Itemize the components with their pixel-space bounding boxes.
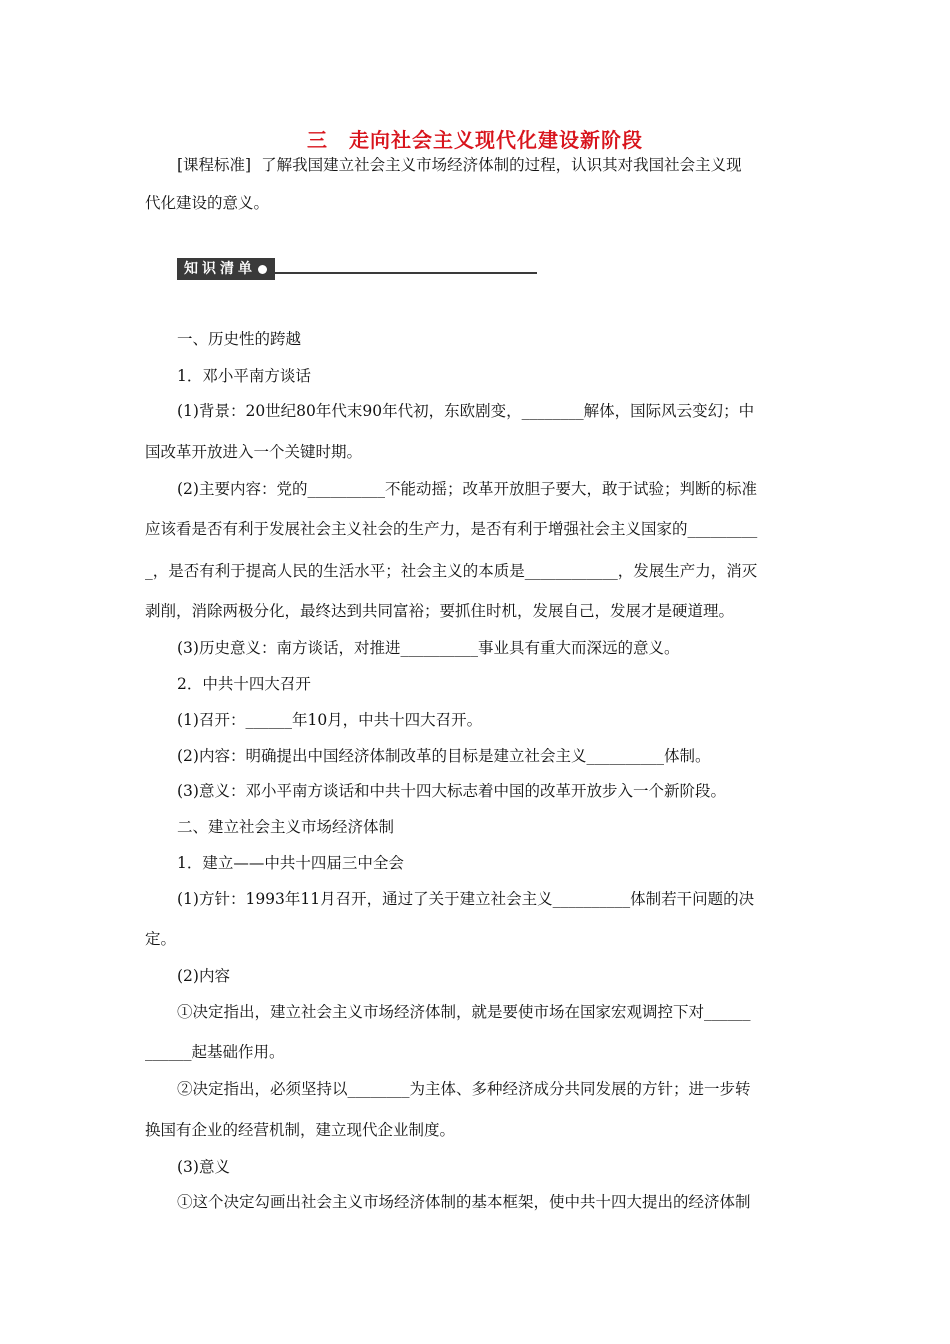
paragraph-line: (3)意义：邓小平南方谈话和中共十四大标志着中国的改革开放步入一个新阶段。	[177, 782, 726, 800]
subheading-14th-congress: 2．中共十四大召开	[177, 675, 311, 693]
heading-historic-leap: 一、历史性的跨越	[177, 330, 302, 348]
paragraph-line: (3)历史意义：南方谈话，对推进__________事业具有重大而深远的意义。	[177, 639, 680, 657]
paragraph-line: 定。	[145, 930, 177, 948]
paragraph-line: ①这个决定勾画出社会主义市场经济体制的基本框架，使中共十四大提出的经济体制	[177, 1193, 751, 1211]
paragraph-line: 应该看是否有利于发展社会主义社会的生产力，是否有利于增强社会主义国家的_________	[145, 520, 758, 538]
paragraph-line: (2)内容：明确提出中国经济体制改革的目标是建立社会主义__________体制。	[177, 747, 711, 765]
paragraph-line: (3)意义	[177, 1158, 230, 1176]
banner-label-box	[177, 258, 275, 280]
paragraph-line: (1)召开：______年10月，中共十四大召开。	[177, 711, 483, 729]
knowledge-list-banner	[177, 258, 537, 280]
paragraph-line: _，是否有利于提高人民的生活水平；社会主义的本质是____________，发展生产力，消灭	[145, 562, 758, 580]
banner-rule	[275, 272, 537, 274]
paragraph-line: ②决定指出，必须坚持以________为主体、多种经济成分共同发展的方针；进一步转	[177, 1080, 751, 1098]
paragraph-line: ①决定指出，建立社会主义市场经济体制，就是要使市场在国家宏观调控下对______	[177, 1003, 751, 1021]
paragraph-line: 国改革开放进入一个关键时期。	[145, 443, 363, 461]
paragraph-line: (1)背景：20世纪80年代末90年代初，东欧剧变，________解体，国际风云变幻；中	[177, 402, 755, 420]
course-standard-line-1	[177, 154, 810, 176]
page-title: 三 走向社会主义现代化建设新阶段	[307, 128, 643, 152]
paragraph-line: (2)内容	[177, 967, 230, 985]
course-standard-line-2: 代化建设的意义。	[145, 194, 270, 212]
subheading-south-talk: 1．邓小平南方谈话	[177, 367, 311, 385]
paragraph-line: ______起基础作用。	[145, 1043, 285, 1061]
paragraph-line: (1)方针：1993年11月召开，通过了关于建立社会主义__________体制若干问题的决	[177, 890, 755, 908]
banner-label: 知识清单	[184, 261, 256, 277]
heading-market-economy: 二、建立社会主义市场经济体制	[177, 818, 395, 836]
subheading-third-plenum: 1．建立——中共十四届三中全会	[177, 854, 404, 872]
paragraph-line: (2)主要内容：党的__________不能动摇；改革开放胆子要大，敢于试验；判断的标准	[177, 480, 757, 498]
paragraph-line: 剥削，消除两极分化，最终达到共同富裕；要抓住时机，发展自己，发展才是硬道理。	[145, 602, 735, 620]
paragraph-line: 换国有企业的经营机制，建立现代企业制度。	[145, 1121, 456, 1139]
course-standard-label: [课程标准]	[177, 156, 252, 174]
course-standard-text-1: 了解我国建立社会主义市场经济体制的过程，认识其对我国社会主义现	[261, 156, 742, 174]
bullet-dot-icon	[258, 265, 267, 274]
